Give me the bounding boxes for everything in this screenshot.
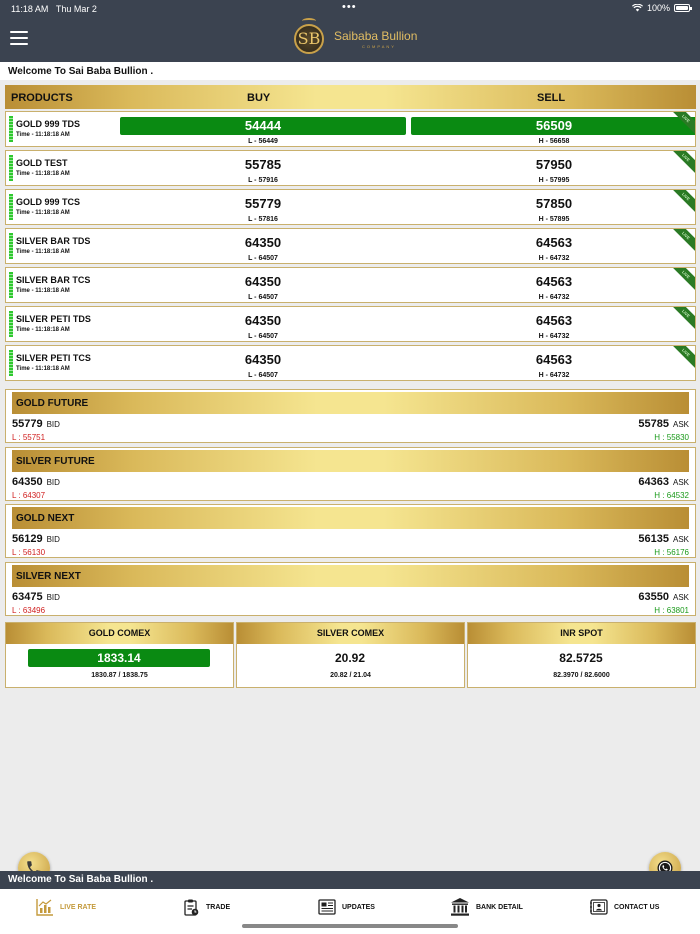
sell-price: 64563	[535, 313, 573, 328]
high-value: H : 64532	[654, 490, 689, 500]
comex-title: GOLD COMEX	[6, 623, 233, 644]
sell-price: 64563	[535, 352, 573, 367]
app-header	[0, 18, 700, 62]
products-column-header: PRODUCTS	[11, 92, 73, 104]
brand-subtitle: COMPANY	[362, 44, 396, 49]
product-row[interactable]	[5, 228, 696, 264]
sell-price: 56509	[411, 117, 696, 135]
tab-live-rate[interactable]	[36, 897, 96, 917]
comex-value: 1833.14	[28, 649, 210, 667]
product-time: Time - 11:18:18 AM	[16, 366, 70, 372]
live-indicator-bar	[9, 272, 13, 298]
buy-price: 64350	[244, 313, 282, 328]
home-indicator[interactable]	[242, 924, 458, 928]
tab-label: TRADE	[206, 903, 231, 911]
live-indicator-bar	[9, 116, 13, 142]
future-title: SILVER FUTURE	[12, 450, 689, 472]
live-ribbon: LIVE	[667, 228, 696, 254]
product-time: Time - 11:18:18 AM	[16, 171, 70, 177]
bid-value: 63475 BID	[12, 590, 60, 603]
tab-label: CONTACT US	[614, 903, 660, 911]
buy-price: 54444	[120, 117, 406, 135]
footer-marquee: Welcome To Sai Baba Bullion .	[0, 871, 700, 889]
buy-price: 55785	[244, 157, 282, 172]
low-value: L : 55751	[12, 433, 46, 442]
high-value: H : 56176	[654, 548, 689, 557]
low-value: L - 57916	[248, 177, 278, 184]
comex-range: 20.82 / 21.04	[330, 672, 371, 679]
bid-value: 55779 BID	[12, 418, 60, 430]
wifi-icon	[632, 4, 643, 12]
high-value: H - 57895	[538, 216, 570, 223]
product-name: GOLD 999 TDS	[16, 119, 81, 129]
product-name: SILVER PETI TDS	[16, 314, 91, 324]
high-value: H - 57995	[538, 177, 570, 184]
live-ribbon: LIVE	[667, 267, 696, 293]
product-time: Time - 11:18:18 AM	[16, 210, 70, 216]
sell-price: 57850	[535, 196, 573, 211]
ask-value: 56135 ASK	[638, 533, 689, 545]
low-value: L : 64307	[12, 490, 46, 500]
live-indicator-bar	[9, 233, 13, 259]
status-time: 11:18 AM Thu Mar 2	[11, 4, 97, 14]
comex-card[interactable]	[236, 622, 465, 688]
ask-value: 55785 ASK	[638, 418, 689, 430]
live-ribbon: LIVE	[667, 150, 696, 176]
future-title: GOLD NEXT	[12, 507, 689, 529]
live-indicator-bar	[9, 194, 13, 220]
high-value: H - 64732	[538, 255, 570, 262]
sell-price: 57950	[535, 157, 573, 172]
future-title: SILVER NEXT	[12, 565, 689, 587]
contact-card-icon	[590, 898, 608, 916]
logo-emblem: SB	[294, 24, 324, 54]
product-row[interactable]	[5, 306, 696, 342]
low-value: L - 64507	[248, 255, 278, 262]
low-value: L : 63496	[12, 605, 46, 615]
battery-percent: 100%	[646, 3, 670, 13]
product-row[interactable]	[5, 189, 696, 225]
live-ribbon: LIVE	[667, 111, 696, 137]
product-row[interactable]	[5, 150, 696, 186]
welcome-message: Welcome To Sai Baba Bullion .	[0, 62, 700, 80]
future-card[interactable]	[5, 389, 696, 443]
products-table-header	[5, 85, 696, 109]
product-name: GOLD TEST	[16, 158, 68, 168]
live-ribbon: LIVE	[667, 306, 696, 332]
ask-value: 64363 ASK	[638, 475, 689, 488]
comex-value: 82.5725	[559, 651, 603, 665]
tab-label: BANK DETAIL	[476, 903, 523, 911]
product-name: GOLD 999 TCS	[16, 197, 81, 207]
chart-icon	[36, 898, 54, 916]
live-ribbon: LIVE	[667, 345, 696, 371]
high-value: H - 64732	[538, 294, 570, 301]
buy-price: 55779	[244, 196, 282, 211]
buy-price: 64350	[244, 235, 282, 250]
high-value: H : 55830	[654, 433, 689, 442]
tab-contact-us[interactable]	[590, 897, 659, 917]
live-ribbon: LIVE	[667, 189, 696, 215]
product-row[interactable]	[5, 111, 696, 147]
battery-icon	[674, 4, 690, 12]
product-time: Time - 11:18:18 AM	[16, 327, 70, 333]
comex-range: 1830.87 / 1838.75	[91, 672, 148, 679]
menu-icon[interactable]	[10, 31, 28, 45]
battery-indicator	[632, 3, 690, 13]
comex-title: SILVER COMEX	[237, 623, 464, 644]
high-value: H - 56658	[538, 138, 570, 145]
product-name: SILVER PETI TCS	[16, 353, 91, 363]
newspaper-icon	[318, 898, 336, 916]
clipboard-icon	[182, 898, 200, 916]
buy-price: 64350	[244, 352, 282, 367]
product-row[interactable]	[5, 267, 696, 303]
brand-name: Saibaba Bullion	[334, 29, 418, 43]
tab-bank-detail[interactable]	[450, 897, 523, 917]
high-value: H - 64732	[538, 372, 570, 379]
product-time: Time - 11:18:18 AM	[16, 288, 70, 294]
low-value: L - 64507	[248, 372, 278, 379]
low-value: L - 56449	[248, 138, 278, 145]
sell-column-header: SELL	[537, 92, 566, 104]
status-bar	[0, 0, 700, 18]
tab-trade[interactable]	[182, 897, 230, 917]
future-card[interactable]	[5, 504, 696, 558]
brand-logo	[282, 20, 418, 58]
low-value: L - 57816	[248, 216, 278, 223]
high-value: H : 63801	[654, 605, 689, 615]
low-value: L - 64507	[248, 294, 278, 301]
product-name: SILVER BAR TCS	[16, 275, 91, 285]
comex-value: 20.92	[334, 651, 366, 665]
comex-card[interactable]	[467, 622, 696, 688]
bid-value: 56129 BID	[12, 533, 60, 545]
comex-title: INR SPOT	[468, 623, 695, 644]
tab-label: LIVE RATE	[60, 903, 97, 911]
product-time: Time - 11:18:18 AM	[16, 249, 70, 255]
buy-column-header: BUY	[247, 92, 271, 104]
low-value: L : 56130	[12, 548, 46, 557]
product-time: Time - 11:18:18 AM	[16, 132, 70, 138]
future-card[interactable]	[5, 562, 696, 616]
high-value: H - 64732	[538, 333, 570, 340]
live-indicator-bar	[9, 311, 13, 337]
buy-price: 64350	[244, 274, 282, 289]
tab-label: UPDATES	[342, 903, 375, 911]
bank-icon	[450, 897, 470, 917]
future-title: GOLD FUTURE	[12, 392, 689, 414]
bid-value: 64350 BID	[12, 475, 60, 488]
future-card[interactable]	[5, 447, 696, 501]
sell-price: 64563	[535, 274, 573, 289]
ask-value: 63550 ASK	[638, 590, 689, 603]
product-name: SILVER BAR TDS	[16, 236, 91, 246]
low-value: L - 64507	[248, 333, 278, 340]
tab-updates[interactable]	[318, 897, 375, 917]
multitask-dots[interactable]: •••	[342, 1, 357, 13]
product-row[interactable]	[5, 345, 696, 381]
sell-price: 64563	[535, 235, 573, 250]
live-indicator-bar	[9, 155, 13, 181]
live-indicator-bar	[9, 350, 13, 376]
comex-range: 82.3970 / 82.6000	[553, 672, 610, 679]
comex-card[interactable]	[5, 622, 234, 688]
